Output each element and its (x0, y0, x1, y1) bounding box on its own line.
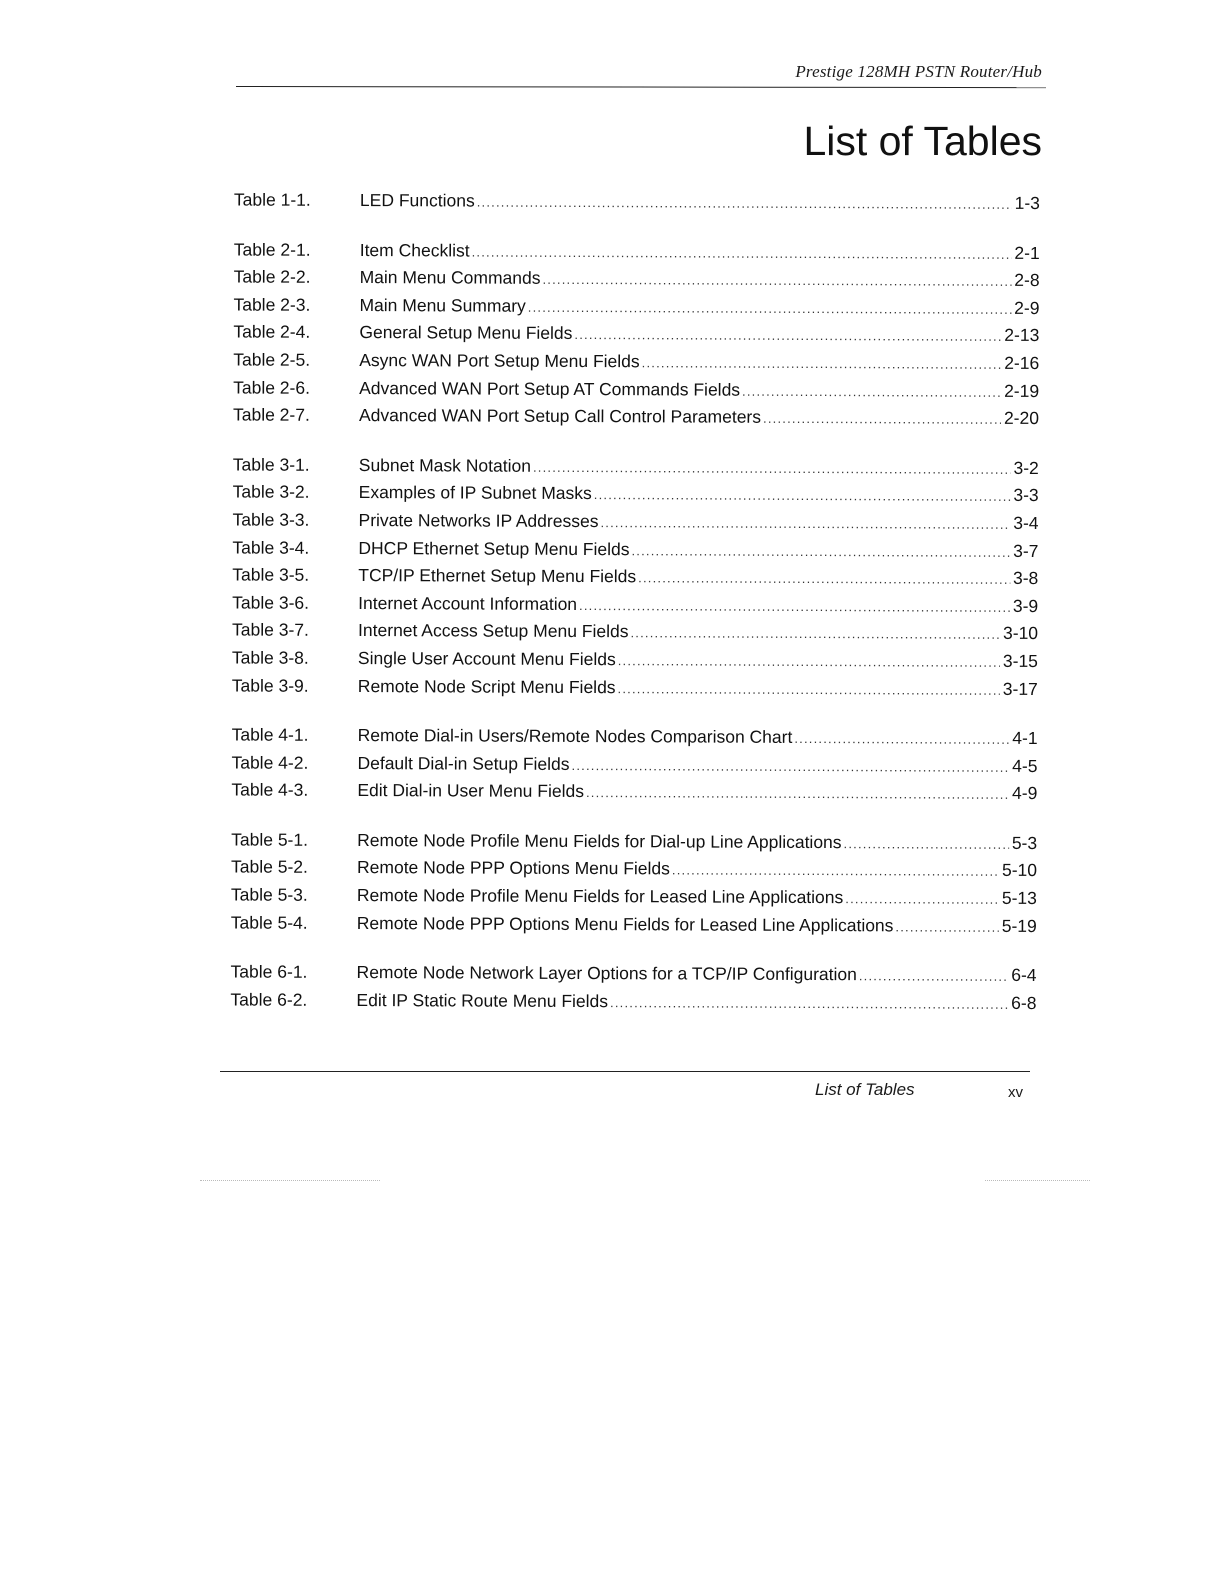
toc-group (0, 721, 1222, 809)
toc-entry-title: Remote Node Profile Menu Fields for Dial-up Line Applications (357, 829, 842, 853)
toc-dot-leader (477, 189, 1012, 219)
toc-entry-number: Table 6-1. (230, 961, 308, 983)
toc-entry-title: Examples of IP Subnet Masks (358, 482, 592, 504)
toc-entry-page: 3-17 (1002, 678, 1038, 699)
toc-entry-title: Remote Node PPP Options Menu Fields (356, 857, 670, 879)
toc-dot-leader (895, 913, 998, 941)
toc-dot-leader (571, 752, 1009, 782)
toc-entry-number: Table 4-3. (231, 779, 309, 801)
toc-entry[interactable] (233, 291, 1039, 322)
toc-entry-number: Table 3-4. (232, 537, 310, 558)
toc-dot-leader (528, 294, 1012, 324)
toc-entry-number: Table 2-1. (233, 239, 311, 260)
toc-entry[interactable] (231, 826, 1037, 857)
toc-entry-number: Table 2-2. (233, 266, 311, 288)
toc-entry-number: Table 3-2. (232, 481, 310, 503)
toc-entry-page: 6-8 (1011, 992, 1037, 1013)
toc-entry-title: Private Networks IP Addresses (358, 509, 599, 532)
toc-entry-page: 5-10 (1001, 860, 1038, 881)
toc-entry[interactable] (231, 959, 1037, 990)
toc-dot-leader (472, 238, 1012, 268)
toc-entry[interactable] (230, 986, 1036, 1017)
toc-entry-number: Table 2-5. (233, 349, 311, 370)
toc-entry[interactable] (233, 319, 1039, 350)
footer-section-title: List of Tables (815, 1080, 915, 1099)
toc-entry[interactable] (233, 479, 1039, 510)
toc-entry-number: Table 6-2. (230, 989, 308, 1010)
scan-artifact (200, 1180, 380, 1181)
toc-dot-leader (594, 481, 1011, 510)
toc-entry-title: Advanced WAN Port Setup Call Control Parameters (358, 405, 762, 427)
toc-entry[interactable] (234, 236, 1040, 267)
toc-entry-title: DHCP Ethernet Setup Menu Fields (358, 537, 630, 559)
toc-entry-page: 3-7 (1013, 540, 1039, 561)
footer-rule (220, 1071, 1030, 1072)
toc-entry-page: 3-2 (1013, 457, 1039, 478)
toc-entry-page: 1-3 (1014, 192, 1040, 213)
running-header: Prestige 128MH PSTN Router/Hub (795, 62, 1042, 81)
toc-dot-leader (574, 321, 1001, 350)
footer-page-number: xv (1008, 1084, 1023, 1101)
toc-entry-title: Remote Node PPP Options Menu Fields for Leased Line Applications (356, 912, 894, 936)
toc-entry-title: Main Menu Summary (359, 294, 526, 316)
toc-entry-page: 3-3 (1013, 485, 1039, 506)
toc-entry-title: Single User Account Menu Fields (357, 647, 616, 670)
toc-dot-leader (844, 830, 1009, 858)
toc-entry-number: Table 4-2. (231, 752, 309, 773)
toc-entry-title: LED Functions (359, 190, 475, 211)
toc-entry-page: 2-16 (1004, 352, 1040, 373)
toc-entry[interactable] (232, 534, 1038, 565)
toc-entry-page: 2-13 (1004, 325, 1040, 346)
toc-entry-title: Default Dial-in Setup Fields (357, 752, 570, 774)
toc-entry-title: General Setup Menu Fields (359, 322, 573, 344)
toc-dot-leader (845, 885, 999, 913)
toc-entry[interactable] (233, 451, 1039, 482)
toc-entry-number: Table 3-5. (232, 564, 310, 585)
toc-entry-page: 4-9 (1012, 783, 1038, 804)
toc-entry-title: Edit Dial-in User Menu Fields (357, 780, 585, 802)
toc-entry-page: 3-8 (1012, 568, 1039, 589)
toc-entry-page: 3-9 (1012, 595, 1039, 616)
toc-entry-number: Table 3-6. (232, 592, 310, 613)
toc-dot-leader (579, 592, 1010, 621)
toc-entry[interactable] (231, 909, 1037, 940)
toc-entry[interactable] (232, 562, 1038, 593)
toc-entry-title: Remote Node Network Layer Options for a TCP/IP Configuration (356, 962, 857, 985)
toc-entry-page: 3-10 (1002, 623, 1039, 644)
toc-entry-title: Async WAN Port Setup Menu Fields (359, 350, 640, 372)
toc-dot-leader (630, 620, 1000, 649)
toc-entry[interactable] (231, 749, 1037, 780)
toc-entry-page: 2-9 (1014, 297, 1040, 318)
toc-dot-leader (642, 349, 1002, 378)
toc-entry-title: Remote Node Script Menu Fields (357, 675, 616, 697)
toc-entry-page: 3-4 (1013, 512, 1039, 533)
toc-entry[interactable] (232, 644, 1038, 675)
toc-dot-leader (618, 675, 1000, 704)
toc-entry-number: Table 2-6. (233, 377, 311, 398)
toc-entry-page: 2-8 (1014, 270, 1040, 291)
toc-entry-number: Table 3-7. (232, 619, 309, 641)
toc-entry-title: Main Menu Commands (359, 267, 541, 289)
page-title: List of Tables (803, 118, 1042, 164)
toc-group (0, 958, 1221, 1019)
toc-dot-leader (610, 989, 1008, 1018)
toc-dot-leader (600, 509, 1010, 538)
toc-entry-number: Table 5-4. (230, 912, 308, 933)
toc-entry-number: Table 2-4. (233, 321, 311, 343)
toc-entry[interactable] (232, 589, 1038, 620)
toc-entry[interactable] (233, 402, 1039, 433)
toc-entry-title: Subnet Mask Notation (358, 454, 532, 476)
toc-entry-title: Internet Access Setup Menu Fields (358, 620, 629, 642)
toc-entry[interactable] (232, 617, 1038, 648)
toc-entry[interactable] (233, 346, 1039, 377)
toc-entry-title: Remote Dial-in Users/Remote Nodes Comparison Chart (357, 725, 793, 748)
toc-entry[interactable] (231, 882, 1037, 913)
toc-dot-leader (672, 857, 999, 886)
toc-entry[interactable] (231, 777, 1037, 808)
toc-group (0, 825, 1221, 941)
toc-dot-leader (763, 405, 1001, 434)
toc-entry-page: 5-3 (1011, 832, 1038, 853)
table-of-contents (0, 185, 1224, 1040)
toc-entry-page: 2-1 (1014, 242, 1040, 263)
toc-group (0, 450, 1223, 704)
toc-entry-title: Internet Account Information (358, 592, 578, 614)
toc-entry[interactable] (232, 722, 1038, 753)
toc-entry-number: Table 5-1. (231, 829, 309, 850)
scan-artifact (985, 1180, 1090, 1181)
toc-dot-leader (618, 647, 1000, 676)
toc-entry-title: Advanced WAN Port Setup AT Commands Fields (359, 377, 741, 400)
toc-entry-title: Item Checklist (359, 239, 470, 261)
toc-entry[interactable] (232, 506, 1038, 537)
header-rule (236, 86, 1046, 88)
toc-entry-page: 4-1 (1012, 727, 1038, 749)
toc-entry-number: Table 2-7. (232, 404, 310, 425)
toc-entry-page: 6-4 (1011, 965, 1037, 986)
toc-entry-page: 2-19 (1004, 380, 1040, 401)
toc-dot-leader (742, 377, 1001, 406)
toc-entry-number: Table 3-3. (232, 509, 310, 530)
toc-dot-leader (533, 454, 1011, 484)
toc-dot-leader (859, 962, 1009, 990)
toc-entry-number: Table 2-3. (233, 294, 311, 315)
toc-dot-leader (794, 725, 1009, 754)
toc-entry-number: Table 5-2. (230, 856, 308, 878)
toc-entry-title: TCP/IP Ethernet Setup Menu Fields (358, 565, 637, 587)
toc-entry[interactable] (234, 264, 1040, 295)
toc-entry-title: Remote Node Profile Menu Fields for Leased Line Applications (356, 885, 844, 908)
toc-dot-leader (631, 537, 1010, 566)
toc-entry[interactable] (232, 672, 1038, 703)
toc-dot-leader (542, 266, 1011, 296)
toc-entry-number: Table 5-3. (230, 884, 308, 905)
toc-entry-number: Table 1-1. (233, 189, 311, 210)
toc-entry[interactable] (231, 854, 1037, 885)
toc-entry-number: Table 3-1. (232, 454, 310, 475)
toc-entry-page: 4-5 (1012, 755, 1038, 776)
toc-entry-title: Edit IP Static Route Menu Fields (356, 989, 609, 1011)
toc-entry-page: 5-19 (1001, 915, 1037, 936)
toc-dot-leader (638, 564, 1010, 593)
toc-dot-leader (586, 779, 1009, 808)
toc-entry-page: 5-13 (1001, 887, 1037, 909)
toc-entry-page: 2-20 (1003, 408, 1040, 429)
toc-entry-number: Table 3-8. (231, 647, 309, 668)
toc-entry-page: 3-15 (1002, 650, 1038, 671)
toc-group (0, 185, 1224, 218)
toc-group (0, 235, 1224, 433)
toc-entry[interactable] (234, 186, 1040, 217)
toc-entry-number: Table 4-1. (231, 724, 309, 745)
toc-entry[interactable] (233, 374, 1039, 405)
toc-entry-number: Table 3-9. (231, 674, 309, 696)
